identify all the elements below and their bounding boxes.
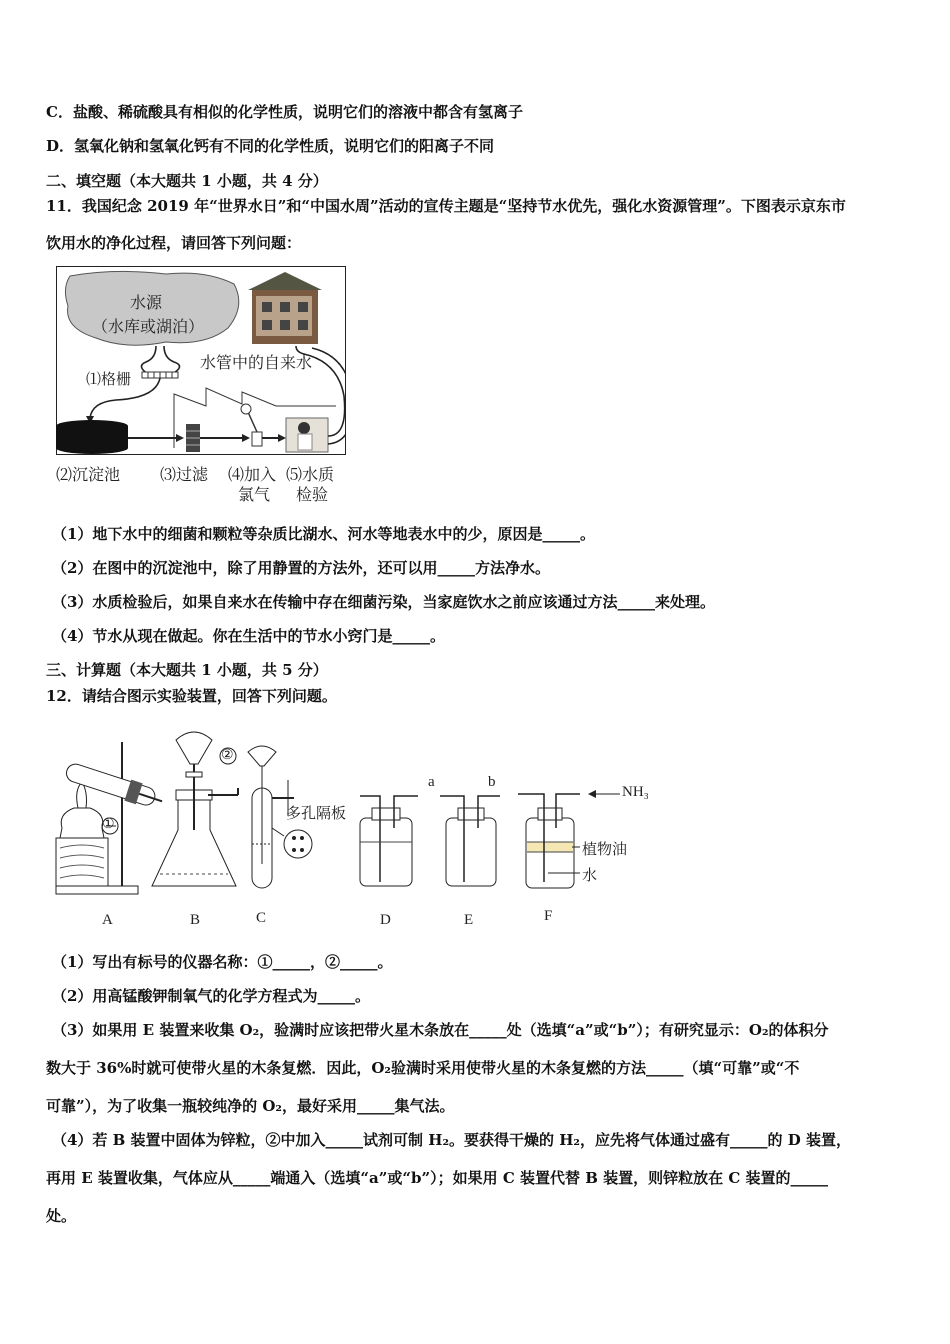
water-label: 水 — [582, 866, 598, 884]
apparatus-label-b: B — [190, 912, 201, 928]
question-11-part-2: （2）在图中的沉淀池中，除了用静置的方法外，还可以用_____方法净水。 — [52, 559, 550, 577]
apparatus-label-f: F — [544, 908, 553, 924]
question-12-part-4-line-2: 再用 E 装置收集，气体应从_____端通入（选填“a”或“b”）；如果用 C 装置代替 B 装置，则锌粒放在 C 装置的_____ — [46, 1169, 828, 1187]
option-d: D．氢氧化钠和氢氧化钙有不同的化学性质，说明它们的阳离子不同 — [46, 137, 495, 155]
settling-tank-label: ⑵沉淀池 — [56, 465, 121, 484]
question-11-part-4: （4）节水从现在做起。你在生活中的节水小窍门是_____。 — [52, 627, 445, 645]
apparatus-label-e: E — [464, 912, 474, 928]
water-purification-figure — [56, 266, 346, 504]
vegetable-oil-label: 植物油 — [582, 840, 628, 858]
apparatus-label-d: D — [380, 912, 391, 928]
question-11-stem-2: 饮用水的净化过程，请回答下列问题： — [46, 234, 302, 252]
chlorine-label-2: 氯气 — [238, 485, 271, 504]
question-12-part-3-line-1: （3）如果用 E 装置来收集 O₂，验满时应该把带火星木条放在_____处（选填“a”或“b”）；有研究显示：O₂的体积分 — [52, 1021, 829, 1039]
apparatus-label-c: C — [256, 910, 267, 926]
quality-test-label-2: 检验 — [296, 485, 329, 504]
mark-1-label: ① — [102, 817, 115, 832]
filter-label: ⑶过滤 — [160, 465, 209, 484]
question-11-part-1: （1）地下水中的细菌和颗粒等杂质比湖水、河水等地表水中的少，原因是_____。 — [52, 525, 595, 543]
chlorine-label-1: ⑷加入 — [228, 465, 277, 484]
section-3-heading: 三、计算题（本大题共 1 小题，共 5 分） — [46, 661, 328, 679]
grid-label: ⑴格栅 — [86, 370, 132, 388]
quality-test-label-1: ⑸水质 — [286, 465, 335, 484]
mark-2-label: ② — [221, 748, 234, 763]
tap-water-label: 水管中的自来水 — [200, 353, 313, 372]
question-11-stem-1: 11．我国纪念 2019 年“世界水日”和“中国水周”活动的宣传主题是“坚持节水优先，强化水资源管理”。下图表示京东市 — [46, 197, 846, 215]
section-2-heading: 二、填空题（本大题共 1 小题，共 4 分） — [46, 172, 328, 190]
question-12-stem: 12．请结合图示实验装置，回答下列问题。 — [46, 687, 337, 705]
question-12-part-2: （2）用高锰酸钾制氧气的化学方程式为_____。 — [52, 987, 370, 1005]
inlet-b-label: b — [488, 774, 496, 790]
question-12-part-3-line-2: 数大于 36%时就可使带火星的木条复燃．因此，O₂验满时采用使带火星的木条复燃的方法_____（填“可靠”或“不 — [46, 1059, 800, 1077]
nh3-label: NH₃ — [622, 784, 649, 800]
question-12-part-4-line-3: 处。 — [46, 1207, 77, 1225]
option-c: C．盐酸、稀硫酸具有相似的化学性质，说明它们的溶液中都含有氢离子 — [46, 103, 523, 121]
inlet-a-label: a — [428, 774, 435, 790]
question-12-part-1: （1）写出有标号的仪器名称：①_____，②_____。 — [52, 953, 393, 971]
lab-apparatus-diagram — [48, 718, 668, 934]
apparatus-label-a: A — [102, 912, 113, 928]
lab-apparatus-figure — [48, 718, 668, 934]
question-12-part-3-line-3: 可靠”），为了收集一瓶较纯净的 O₂，最好采用_____集气法。 — [46, 1097, 455, 1115]
water-source-sub-label: （水库或湖泊） — [92, 317, 205, 336]
water-source-label: 水源 — [130, 293, 163, 312]
porous-plate-label: 多孔隔板 — [286, 804, 347, 822]
question-12-part-4-line-1: （4）若 B 装置中固体为锌粒，②中加入_____试剂可制 H₂。要获得干燥的 H₂，应先将气体通过盛有_____的 D 装置， — [52, 1131, 851, 1149]
question-11-part-3: （3）水质检验后，如果自来水在传输中存在细菌污染，当家庭饮水之前应该通过方法_____来处理。 — [52, 593, 715, 611]
